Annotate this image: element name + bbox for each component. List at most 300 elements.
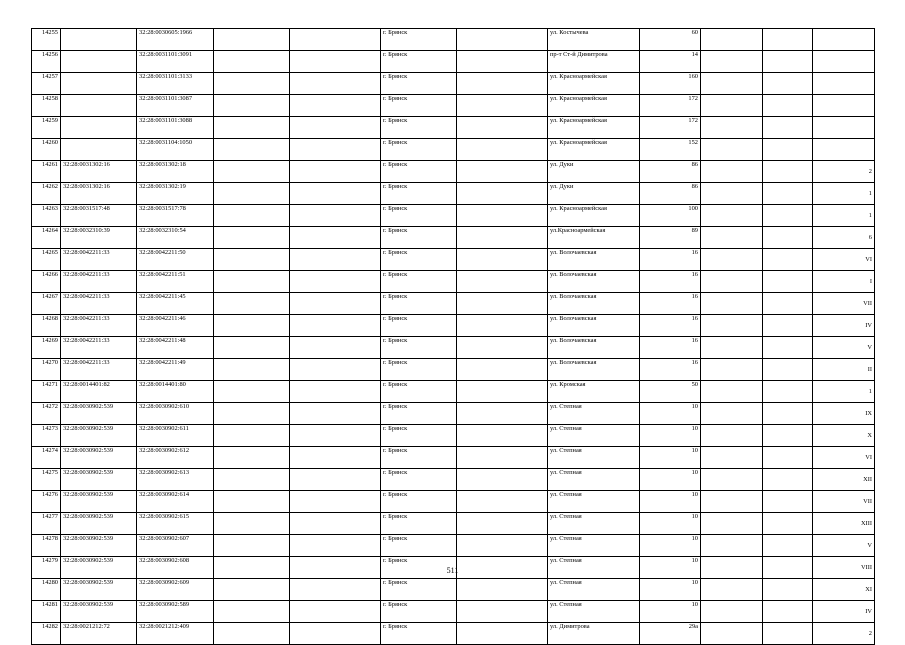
row-number: 14274 [32, 447, 61, 469]
empty-cell [214, 579, 290, 601]
city-name: г. Брянск [381, 227, 457, 249]
table-row [32, 249, 875, 271]
cadastral-number-parent: 32:28:0030902:539 [61, 469, 137, 491]
premises-number: IV [813, 601, 875, 623]
house-number: 89 [640, 227, 701, 249]
empty-cell [457, 447, 548, 469]
premises-number [813, 117, 875, 139]
empty-cell [214, 469, 290, 491]
cadastral-number: 32:28:0030605:1966 [137, 29, 214, 51]
row-number: 14265 [32, 249, 61, 271]
table-row [32, 73, 875, 95]
cadastral-number-parent [61, 29, 137, 51]
cadastral-number: 32:28:0031302:19 [137, 183, 214, 205]
empty-cell [290, 117, 381, 139]
street-name: ул. Красноармейская [548, 95, 640, 117]
empty-cell [457, 183, 548, 205]
row-number: 14282 [32, 623, 61, 645]
row-number: 14261 [32, 161, 61, 183]
empty-cell [701, 139, 763, 161]
empty-cell [214, 601, 290, 623]
city-name: г. Брянск [381, 535, 457, 557]
empty-cell [214, 271, 290, 293]
empty-cell [214, 161, 290, 183]
house-number: 86 [640, 183, 701, 205]
house-number: 60 [640, 29, 701, 51]
table-row [32, 513, 875, 535]
registry-rows [32, 29, 875, 645]
empty-cell [290, 29, 381, 51]
cadastral-number: 32:28:0031101:3091 [137, 51, 214, 73]
city-name: г. Брянск [381, 425, 457, 447]
empty-cell [290, 315, 381, 337]
registry-table [31, 28, 875, 645]
premises-number: V [813, 337, 875, 359]
street-name: ул. Волочаевская [548, 359, 640, 381]
house-number: 86 [640, 161, 701, 183]
empty-cell [214, 491, 290, 513]
house-number: 160 [640, 73, 701, 95]
row-number: 14279 [32, 557, 61, 579]
premises-number: 1 [813, 183, 875, 205]
cadastral-number: 32:28:0030902:607 [137, 535, 214, 557]
house-number: 29а [640, 623, 701, 645]
city-name: г. Брянск [381, 139, 457, 161]
cadastral-number-parent: 32:28:0030902:539 [61, 513, 137, 535]
table-row [32, 469, 875, 491]
empty-cell [701, 73, 763, 95]
empty-cell [763, 579, 813, 601]
empty-cell [457, 381, 548, 403]
empty-cell [290, 601, 381, 623]
empty-cell [290, 403, 381, 425]
empty-cell [290, 359, 381, 381]
empty-cell [290, 139, 381, 161]
house-number: 100 [640, 205, 701, 227]
house-number: 172 [640, 117, 701, 139]
empty-cell [763, 535, 813, 557]
house-number: 16 [640, 271, 701, 293]
house-number: 152 [640, 139, 701, 161]
street-name: ул. Степная [548, 425, 640, 447]
cadastral-number-parent: 32:28:0031302:16 [61, 161, 137, 183]
house-number: 10 [640, 579, 701, 601]
cadastral-number: 32:28:0021212:409 [137, 623, 214, 645]
table-row [32, 95, 875, 117]
empty-cell [214, 293, 290, 315]
empty-cell [763, 271, 813, 293]
city-name: г. Брянск [381, 447, 457, 469]
cadastral-number: 32:28:0030902:609 [137, 579, 214, 601]
table-row [32, 117, 875, 139]
row-number: 14271 [32, 381, 61, 403]
house-number: 10 [640, 425, 701, 447]
cadastral-number: 32:28:0031101:3133 [137, 73, 214, 95]
empty-cell [701, 183, 763, 205]
empty-cell [457, 117, 548, 139]
premises-number: IX [813, 403, 875, 425]
empty-cell [290, 161, 381, 183]
empty-cell [701, 601, 763, 623]
empty-cell [457, 271, 548, 293]
cadastral-number: 32:28:0030902:611 [137, 425, 214, 447]
empty-cell [457, 205, 548, 227]
cadastral-number-parent: 32:28:0042211:33 [61, 359, 137, 381]
cadastral-number-parent: 32:28:0021212:72 [61, 623, 137, 645]
street-name: ул. Степная [548, 469, 640, 491]
cadastral-number: 32:28:0032310:54 [137, 227, 214, 249]
empty-cell [457, 491, 548, 513]
empty-cell [214, 535, 290, 557]
empty-cell [290, 535, 381, 557]
city-name: г. Брянск [381, 557, 457, 579]
cadastral-number-parent: 32:28:0030902:539 [61, 557, 137, 579]
row-number: 14260 [32, 139, 61, 161]
street-name: пр-т Ст-й Димитрова [548, 51, 640, 73]
empty-cell [214, 95, 290, 117]
empty-cell [763, 425, 813, 447]
premises-number: VII [813, 293, 875, 315]
empty-cell [457, 359, 548, 381]
cadastral-number-parent [61, 139, 137, 161]
street-name: ул. Красноармейская [548, 139, 640, 161]
cadastral-number-parent: 32:28:0030902:539 [61, 601, 137, 623]
empty-cell [457, 29, 548, 51]
city-name: г. Брянск [381, 205, 457, 227]
empty-cell [290, 447, 381, 469]
cadastral-number-parent: 32:28:0031302:16 [61, 183, 137, 205]
premises-number: 1 [813, 381, 875, 403]
empty-cell [457, 315, 548, 337]
street-name: ул. Кромская [548, 381, 640, 403]
city-name: г. Брянск [381, 469, 457, 491]
empty-cell [214, 73, 290, 95]
city-name: г. Брянск [381, 381, 457, 403]
empty-cell [763, 447, 813, 469]
street-name: ул. Волочаевская [548, 249, 640, 271]
city-name: г. Брянск [381, 293, 457, 315]
street-name: ул. Волочаевская [548, 337, 640, 359]
empty-cell [214, 425, 290, 447]
empty-cell [763, 491, 813, 513]
street-name: ул.Красноармейская [548, 227, 640, 249]
cadastral-number-parent [61, 95, 137, 117]
cadastral-number-parent: 32:28:0042211:33 [61, 337, 137, 359]
empty-cell [457, 51, 548, 73]
table-row [32, 359, 875, 381]
empty-cell [701, 205, 763, 227]
premises-number [813, 29, 875, 51]
row-number: 14267 [32, 293, 61, 315]
empty-cell [290, 293, 381, 315]
row-number: 14276 [32, 491, 61, 513]
cadastral-number-parent: 32:28:0030902:539 [61, 579, 137, 601]
row-number: 14269 [32, 337, 61, 359]
empty-cell [290, 469, 381, 491]
empty-cell [701, 403, 763, 425]
city-name: г. Брянск [381, 359, 457, 381]
empty-cell [214, 139, 290, 161]
table-row [32, 205, 875, 227]
empty-cell [701, 227, 763, 249]
empty-cell [457, 403, 548, 425]
city-name: г. Брянск [381, 315, 457, 337]
empty-cell [457, 73, 548, 95]
city-name: г. Брянск [381, 161, 457, 183]
premises-number [813, 51, 875, 73]
house-number: 10 [640, 447, 701, 469]
empty-cell [701, 535, 763, 557]
cadastral-number: 32:28:0042211:48 [137, 337, 214, 359]
city-name: г. Брянск [381, 579, 457, 601]
empty-cell [457, 249, 548, 271]
city-name: г. Брянск [381, 271, 457, 293]
house-number: 10 [640, 601, 701, 623]
cadastral-number: 32:28:0030902:610 [137, 403, 214, 425]
house-number: 14 [640, 51, 701, 73]
street-name: ул. Степная [548, 491, 640, 513]
house-number: 50 [640, 381, 701, 403]
city-name: г. Брянск [381, 513, 457, 535]
row-number: 14268 [32, 315, 61, 337]
empty-cell [214, 623, 290, 645]
empty-cell [701, 359, 763, 381]
house-number: 10 [640, 403, 701, 425]
table-row [32, 51, 875, 73]
table-row [32, 579, 875, 601]
cadastral-number: 32:28:0031302:18 [137, 161, 214, 183]
city-name: г. Брянск [381, 73, 457, 95]
premises-number [813, 139, 875, 161]
street-name: ул. Степная [548, 447, 640, 469]
empty-cell [214, 513, 290, 535]
city-name: г. Брянск [381, 95, 457, 117]
table-row [32, 139, 875, 161]
table-row [32, 183, 875, 205]
house-number: 16 [640, 293, 701, 315]
empty-cell [290, 271, 381, 293]
cadastral-number: 32:28:0031101:3088 [137, 117, 214, 139]
city-name: г. Брянск [381, 117, 457, 139]
empty-cell [214, 29, 290, 51]
empty-cell [457, 161, 548, 183]
table-row [32, 491, 875, 513]
table-row [32, 601, 875, 623]
empty-cell [763, 337, 813, 359]
street-name: ул. Красноармейская [548, 205, 640, 227]
empty-cell [457, 95, 548, 117]
cadastral-number: 32:28:0031101:3087 [137, 95, 214, 117]
house-number: 172 [640, 95, 701, 117]
empty-cell [457, 425, 548, 447]
empty-cell [763, 623, 813, 645]
cadastral-number: 32:28:0030902:614 [137, 491, 214, 513]
empty-cell [763, 205, 813, 227]
premises-number: 2 [813, 161, 875, 183]
empty-cell [290, 579, 381, 601]
empty-cell [214, 337, 290, 359]
table-row [32, 271, 875, 293]
street-name: ул. Дуки [548, 161, 640, 183]
empty-cell [701, 579, 763, 601]
empty-cell [763, 227, 813, 249]
row-number: 14273 [32, 425, 61, 447]
house-number: 10 [640, 491, 701, 513]
row-number: 14281 [32, 601, 61, 623]
empty-cell [763, 117, 813, 139]
empty-cell [701, 51, 763, 73]
empty-cell [290, 491, 381, 513]
premises-number: I [813, 271, 875, 293]
cadastral-number: 32:28:0030902:612 [137, 447, 214, 469]
table-row [32, 315, 875, 337]
row-number: 14259 [32, 117, 61, 139]
empty-cell [457, 579, 548, 601]
empty-cell [701, 271, 763, 293]
page-number: 511 [446, 566, 459, 575]
premises-number: X [813, 425, 875, 447]
empty-cell [763, 29, 813, 51]
empty-cell [457, 535, 548, 557]
street-name: ул. Костычева [548, 29, 640, 51]
house-number: 10 [640, 535, 701, 557]
cadastral-number: 32:28:0030902:613 [137, 469, 214, 491]
row-number: 14277 [32, 513, 61, 535]
empty-cell [290, 381, 381, 403]
city-name: г. Брянск [381, 403, 457, 425]
street-name: ул. Димитрова [548, 623, 640, 645]
empty-cell [763, 51, 813, 73]
cadastral-number-parent: 32:28:0014401:82 [61, 381, 137, 403]
cadastral-number: 32:28:0030902:608 [137, 557, 214, 579]
empty-cell [290, 337, 381, 359]
cadastral-number: 32:28:0042211:49 [137, 359, 214, 381]
premises-number: XIII [813, 513, 875, 535]
empty-cell [763, 359, 813, 381]
street-name: ул. Степная [548, 601, 640, 623]
empty-cell [701, 469, 763, 491]
street-name: ул. Красноармейская [548, 73, 640, 95]
empty-cell [214, 227, 290, 249]
premises-number [813, 73, 875, 95]
row-number: 14255 [32, 29, 61, 51]
house-number: 16 [640, 315, 701, 337]
empty-cell [214, 381, 290, 403]
empty-cell [214, 51, 290, 73]
empty-cell [290, 73, 381, 95]
empty-cell [457, 469, 548, 491]
cadastral-number-parent: 32:28:0030902:539 [61, 535, 137, 557]
row-number: 14264 [32, 227, 61, 249]
empty-cell [290, 513, 381, 535]
table-row [32, 535, 875, 557]
empty-cell [763, 315, 813, 337]
street-name: ул. Дуки [548, 183, 640, 205]
empty-cell [701, 513, 763, 535]
empty-cell [290, 51, 381, 73]
cadastral-number-parent: 32:28:0042211:33 [61, 271, 137, 293]
cadastral-number: 32:28:0030902:615 [137, 513, 214, 535]
empty-cell [457, 293, 548, 315]
row-number: 14263 [32, 205, 61, 227]
table-row [32, 293, 875, 315]
row-number: 14256 [32, 51, 61, 73]
empty-cell [763, 183, 813, 205]
city-name: г. Брянск [381, 183, 457, 205]
cadastral-number-parent: 32:28:0030902:539 [61, 425, 137, 447]
cadastral-number-parent: 32:28:0042211:33 [61, 315, 137, 337]
house-number: 10 [640, 469, 701, 491]
premises-number: 2 [813, 623, 875, 645]
empty-cell [763, 293, 813, 315]
row-number: 14280 [32, 579, 61, 601]
city-name: г. Брянск [381, 249, 457, 271]
table-row [32, 337, 875, 359]
house-number: 10 [640, 513, 701, 535]
street-name: ул. Волочаевская [548, 293, 640, 315]
cadastral-number-parent: 32:28:0031517:48 [61, 205, 137, 227]
cadastral-number: 32:28:0042211:51 [137, 271, 214, 293]
empty-cell [214, 183, 290, 205]
house-number: 16 [640, 359, 701, 381]
empty-cell [763, 381, 813, 403]
empty-cell [214, 117, 290, 139]
empty-cell [290, 623, 381, 645]
street-name: ул. Степная [548, 579, 640, 601]
empty-cell [214, 447, 290, 469]
premises-number: V [813, 535, 875, 557]
empty-cell [701, 95, 763, 117]
empty-cell [457, 623, 548, 645]
empty-cell [701, 29, 763, 51]
cadastral-number: 32:28:0030902:589 [137, 601, 214, 623]
row-number: 14270 [32, 359, 61, 381]
empty-cell [763, 73, 813, 95]
empty-cell [457, 139, 548, 161]
empty-cell [763, 469, 813, 491]
empty-cell [290, 249, 381, 271]
empty-cell [214, 359, 290, 381]
empty-cell [701, 447, 763, 469]
premises-number: VI [813, 249, 875, 271]
premises-number: VIII [813, 557, 875, 579]
cadastral-number-parent: 32:28:0042211:33 [61, 293, 137, 315]
row-number: 14278 [32, 535, 61, 557]
cadastral-number-parent: 32:28:0032310:39 [61, 227, 137, 249]
cadastral-number-parent: 32:28:0030902:539 [61, 447, 137, 469]
premises-number [813, 95, 875, 117]
empty-cell [457, 513, 548, 535]
table-row [32, 623, 875, 645]
city-name: г. Брянск [381, 601, 457, 623]
cadastral-number: 32:28:0042211:45 [137, 293, 214, 315]
cadastral-number: 32:28:0014401:80 [137, 381, 214, 403]
premises-number: VII [813, 491, 875, 513]
empty-cell [290, 183, 381, 205]
table-row [32, 425, 875, 447]
city-name: г. Брянск [381, 51, 457, 73]
row-number: 14266 [32, 271, 61, 293]
empty-cell [701, 161, 763, 183]
house-number: 16 [640, 249, 701, 271]
empty-cell [701, 425, 763, 447]
table-row [32, 381, 875, 403]
row-number: 14275 [32, 469, 61, 491]
empty-cell [701, 491, 763, 513]
row-number: 14258 [32, 95, 61, 117]
city-name: г. Брянск [381, 337, 457, 359]
cadastral-number-parent [61, 73, 137, 95]
